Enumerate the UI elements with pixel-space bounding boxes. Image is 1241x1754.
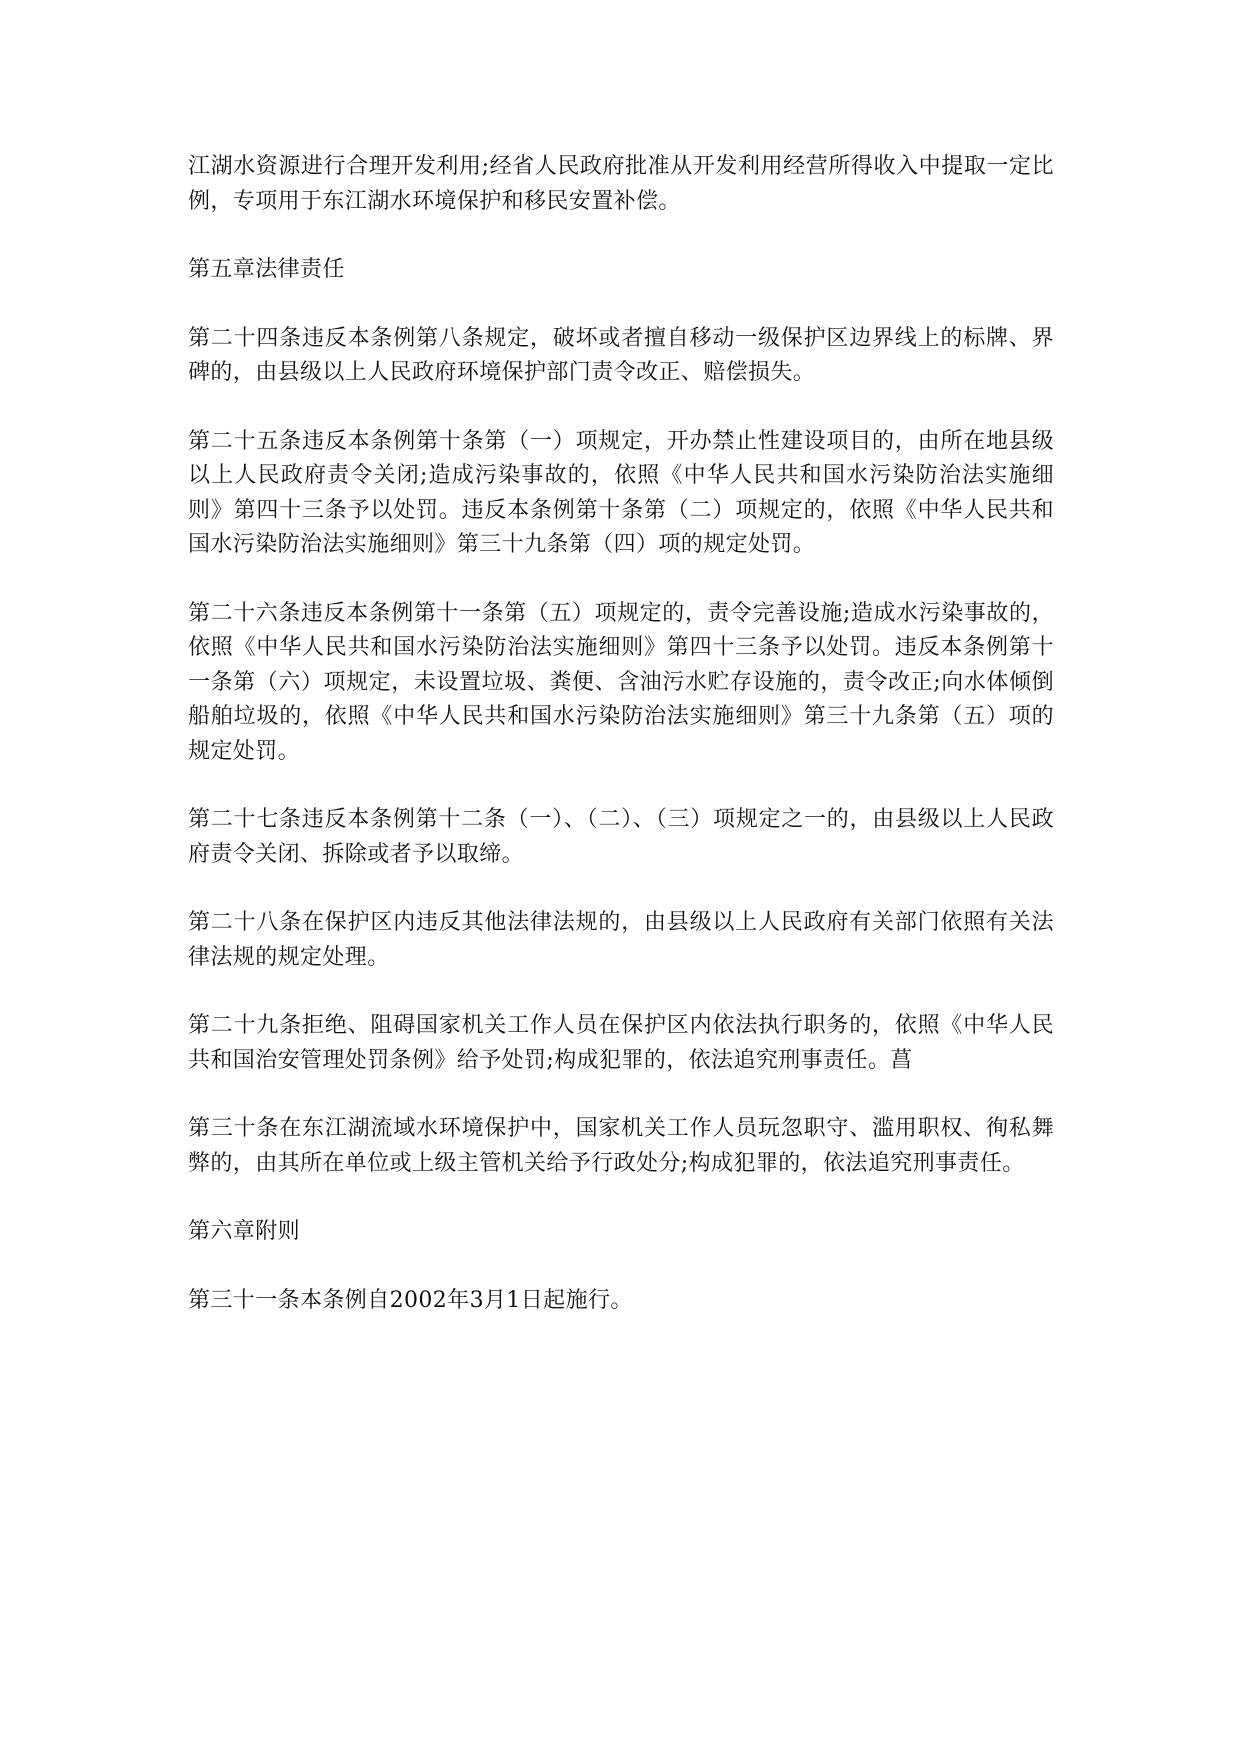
article-31: 第三十一条本条例自2002年3月1日起施行。	[188, 1287, 633, 1313]
article-29: 第二十九条拒绝、阻碍国家机关工作人员在保护区内依法执行职务的，依照《中华人民共和国治安管理处罚条例》给予处罚;构成犯罪的，依法追究刑事责任。菖	[188, 1013, 1054, 1073]
article-26: 第二十六条违反本条例第十一条第（五）项规定的，责令完善设施;造成水污染事故的，依照《中华人民共和国水污染防治法实施细则》第四十三条予以处罚。违反本条例第十一条第（六）项规定，未设置垃圾、粪便、含油污水贮存设施的，责令改正;向水体倾倒船舶垃圾的，依照《中华人民共和国水污染防治法实施细则》第三十九条第（五）项的规定处罚。	[188, 600, 1054, 764]
article-30: 第三十条在东江湖流域水环境保护中，国家机关工作人员玩忽职守、滥用职权、徇私舞弊的，由其所在单位或上级主管机关给予行政处分;构成犯罪的，依法追究刑事责任。	[188, 1116, 1054, 1176]
article-28: 第二十八条在保护区内违反其他法律法规的，由县级以上人民政府有关部门依照有关法律法规的规定处理。	[188, 910, 1054, 970]
chapter-heading-6: 第六章附则	[188, 1219, 301, 1244]
paragraph-continuation: 江湖水资源进行合理开发利用;经省人民政府批准从开发利用经营所得收入中提取一定比例，专项用于东江湖水环境保护和移民安置补偿。	[188, 154, 1054, 214]
article-24: 第二十四条违反本条例第八条规定，破坏或者擅自移动一级保护区边界线上的标牌、界碑的，由县级以上人民政府环境保护部门责令改正、赔偿损失。	[188, 325, 1054, 385]
chapter-heading-5: 第五章法律责任	[188, 257, 345, 282]
article-27: 第二十七条违反本条例第十二条（一）、（二）、（三）项规定之一的，由县级以上人民政府责令关闭、拆除或者予以取缔。	[188, 807, 1054, 867]
article-25: 第二十五条违反本条例第十条第（一）项规定，开办禁止性建设项目的，由所在地县级以上人民政府责令关闭;造成污染事故的，依照《中华人民共和国水污染防治法实施细则》第四十三条予以处罚。违反本条例第十条第（二）项规定的，依照《中华人民共和国水污染防治法实施细则》第三十九条第（四）项的规定处罚。	[188, 428, 1054, 557]
document-body	[188, 150, 1054, 1352]
